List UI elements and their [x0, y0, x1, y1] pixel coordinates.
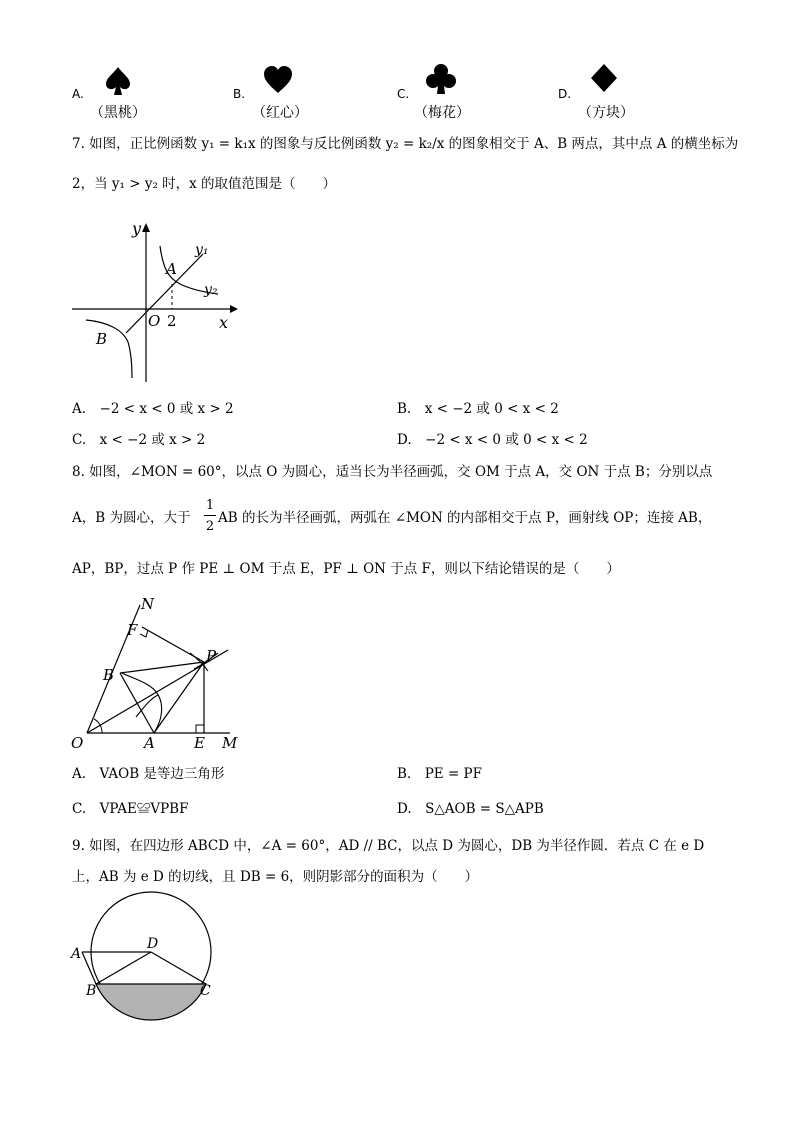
q8-label-p: P: [206, 647, 217, 665]
q8-fraction-denominator: 2: [205, 519, 215, 534]
q7-label-o: O: [148, 312, 161, 330]
q7-stem-line2: 2，当 y₁ > y₂ 时，x 的取值范围是（ ）: [72, 176, 337, 192]
q8-stem-line3: AP，BP，过点 P 作 PE ⊥ OM 于点 E，PF ⊥ ON 于点 F，则以下结论错误的是（ ）: [72, 561, 620, 577]
q9-label-b: B: [86, 983, 97, 999]
heart-icon: [263, 66, 293, 94]
q8-option-d: D. S△AOB = S△APB: [397, 801, 544, 817]
q8-stem-line2-post: AB 的长为半径画弧，两弧在 ∠MON 的内部相交于点 P，画射线 OP；连接 AB，: [218, 510, 712, 526]
q7-figure: [68, 218, 248, 388]
q7-stem-line1: 7. 如图，正比例函数 y₁ = k₁x 的图象与反比例函数 y₂ = k₂/x 的图象相交于 A、B 两点，其中点 A 的横坐标为: [72, 136, 739, 152]
q7-label-a: A: [166, 260, 177, 278]
q8-label-m: M: [222, 734, 238, 752]
q9-label-c: C: [200, 983, 211, 999]
q6-option-a-caption: （黑桃）: [90, 105, 146, 121]
q8-label-e: E: [194, 734, 205, 752]
q9-label-a: A: [71, 946, 82, 962]
q9-label-d: D: [147, 936, 159, 952]
q7-label-y2: y₂: [204, 282, 218, 298]
q8-option-a: A. VAOB 是等边三角形: [72, 766, 225, 782]
q8-fraction-numerator: 1: [205, 498, 215, 513]
q6-option-c-letter: C.: [397, 87, 410, 101]
club-icon: [426, 63, 456, 95]
q8-label-f: F: [127, 621, 138, 639]
q8-stem-line2-pre: A，B 为圆心，大于: [72, 510, 191, 526]
q6-option-a-letter: A.: [72, 87, 84, 101]
q6-option-b-letter: B.: [233, 87, 246, 101]
q7-label-x: x: [219, 313, 229, 332]
q8-label-n: N: [141, 595, 155, 613]
q6-option-d-letter: D.: [558, 87, 572, 101]
q6-option-b-caption: （红心）: [252, 105, 308, 121]
spade-icon: [104, 66, 132, 96]
q8-figure: [70, 595, 250, 755]
q8-label-o: O: [71, 734, 84, 752]
q8-label-a: A: [144, 734, 155, 752]
q8-option-c: C. VPAE≌VPBF: [72, 801, 189, 817]
q7-option-d: D. −2 < x < 0 或 0 < x < 2: [397, 432, 588, 448]
q8-stem-line1: 8. 如图，∠MON = 60°，以点 O 为圆心，适当长为半径画弧，交 OM 于点 A，交 ON 于点 B；分别以点: [72, 464, 713, 480]
q8-option-b: B. PE = PF: [397, 766, 482, 782]
q7-option-c: C. x < −2 或 x > 2: [72, 432, 206, 448]
q8-label-b: B: [103, 666, 115, 684]
q9-figure: [68, 905, 228, 1025]
q7-label-2: 2: [167, 312, 177, 330]
q9-stem-line2: 上，AB 为 e D 的切线，且 DB = 6，则阴影部分的面积为（ ）: [72, 869, 479, 885]
diamond-icon: [590, 63, 618, 93]
q6-option-d-caption: （方块）: [578, 105, 634, 121]
q7-option-b: B. x < −2 或 0 < x < 2: [397, 401, 559, 417]
q6-option-c-caption: （梅花）: [414, 105, 470, 121]
q7-label-y1: y₁: [195, 242, 209, 258]
q7-option-a: A. −2 < x < 0 或 x > 2: [72, 401, 234, 417]
q8-fraction-bar: [204, 515, 216, 516]
q7-label-y: y: [132, 219, 142, 238]
q7-label-b: B: [96, 330, 108, 348]
q9-stem-line1: 9. 如图，在四边形 ABCD 中，∠A = 60°，AD // BC，以点 D 为圆心，DB 为半径作圆．若点 C 在 e D: [72, 838, 705, 854]
